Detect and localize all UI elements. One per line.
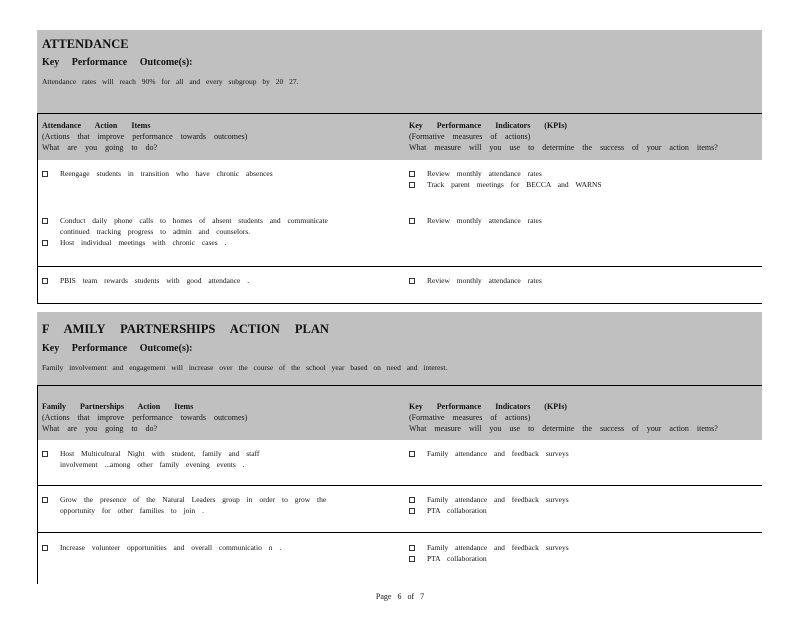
bullet-box-icon	[409, 171, 415, 177]
list-item-text: Grow the presence of the Natural Leaders group in order to grow the	[60, 495, 327, 504]
table-row-left	[42, 448, 259, 470]
family-right-header-title: Key Performance Indicators (KPIs)	[409, 402, 567, 411]
list-item-continuation: involvement ...among other family evening events .	[60, 460, 245, 469]
family-right-header	[409, 401, 718, 434]
table-row-right	[409, 542, 569, 564]
list-item	[42, 168, 273, 179]
table-row-right	[409, 448, 569, 459]
list-item	[409, 179, 602, 190]
list-item-text: Host individual meetings with chronic cases .	[60, 238, 227, 247]
family-right-header-question: What measure will you use to determine the success of your action items?	[409, 424, 718, 433]
list-item	[42, 448, 259, 470]
list-item-text: Family attendance and feedback surveys	[427, 495, 569, 504]
table-row-left	[42, 494, 326, 516]
attendance-left-header	[42, 120, 247, 153]
list-item	[409, 494, 569, 505]
bullet-box-icon	[409, 508, 415, 514]
table-row-right	[409, 215, 542, 226]
list-item-text: Review monthly attendance rates	[427, 276, 542, 285]
list-item-text: PBIS team rewards students with good attendance .	[60, 276, 250, 285]
list-item-text: Reengage students in transition who have chronic absences	[60, 169, 273, 178]
bullet-box-icon	[409, 182, 415, 188]
family-left-header-question: What are you going to do?	[42, 424, 158, 433]
family-section	[37, 312, 762, 584]
list-item	[409, 168, 602, 179]
bullet-box-icon	[409, 278, 415, 284]
bullet-box-icon	[409, 218, 415, 224]
bullet-box-icon	[42, 497, 48, 503]
attendance-left-header-title: Attendance Action Items	[42, 121, 151, 130]
table-row-left	[42, 542, 281, 553]
list-item-text: Track parent meetings for BECCA and WARNS	[427, 180, 602, 189]
list-item	[409, 553, 569, 564]
list-item	[42, 494, 326, 516]
list-item	[409, 275, 542, 286]
list-item	[409, 542, 569, 553]
attendance-outcome-band	[37, 30, 762, 113]
bullet-box-icon	[409, 556, 415, 562]
section-left-border	[37, 386, 38, 584]
bullet-box-icon	[409, 451, 415, 457]
family-title: F AMILY PARTNERSHIPS ACTION PLAN	[42, 322, 329, 336]
attendance-title: ATTENDANCE	[42, 37, 129, 51]
attendance-left-header-question: What are you going to do?	[42, 143, 158, 152]
list-item	[409, 505, 569, 516]
attendance-right-header-title: Key Performance Indicators (KPIs)	[409, 121, 567, 130]
family-right-header-subtitle: (Formative measures of actions)	[409, 413, 531, 422]
attendance-right-header-question: What measure will you use to determine the success of your action items?	[409, 143, 718, 152]
row-divider	[37, 485, 762, 486]
row-divider	[37, 532, 762, 533]
section-left-border	[37, 114, 38, 304]
table-row-left	[42, 215, 328, 248]
bullet-box-icon	[409, 497, 415, 503]
list-item-text: Family attendance and feedback surveys	[427, 543, 569, 552]
list-item-text: Review monthly attendance rates	[427, 216, 542, 225]
list-item	[42, 275, 249, 286]
bullet-box-icon	[42, 278, 48, 284]
table-row-left	[42, 275, 249, 286]
list-item-continuation: continued tracking progress to admin and counselors.	[60, 227, 251, 236]
bullet-box-icon	[42, 240, 48, 246]
row-divider	[37, 201, 762, 202]
bullet-box-icon	[409, 545, 415, 551]
attendance-kpo-label: Key Performance Outcome(s):	[42, 57, 193, 68]
attendance-right-header-subtitle: (Formative measures of actions)	[409, 132, 531, 141]
list-item-continuation: opportunity for other families to join .	[60, 506, 204, 515]
bullet-box-icon	[42, 171, 48, 177]
attendance-left-header-subtitle: (Actions that improve performance towards outcomes)	[42, 132, 248, 141]
list-item	[409, 448, 569, 459]
page-number: Page 6 of 7	[375, 592, 425, 601]
list-item	[42, 542, 281, 553]
table-row-right	[409, 494, 569, 516]
list-item	[42, 237, 328, 248]
bullet-box-icon	[42, 545, 48, 551]
attendance-right-header	[409, 120, 718, 153]
bullet-box-icon	[42, 218, 48, 224]
list-item-text: Family attendance and feedback surveys	[427, 449, 569, 458]
family-left-header-title: Family Partnerships Action Items	[42, 402, 194, 411]
table-row-left	[42, 168, 273, 179]
family-left-header-subtitle: (Actions that improve performance towards outcomes)	[42, 413, 248, 422]
section-bottom-border	[37, 303, 762, 304]
attendance-kpo-text: Attendance rates will reach 90% for all and every subgroup by 20 27.	[42, 77, 299, 86]
family-kpo-label: Key Performance Outcome(s):	[42, 343, 193, 354]
family-kpo-text: Family involvement and engagement will increase over the course of the school year based on need and interest.	[42, 363, 448, 372]
row-divider	[37, 266, 762, 267]
list-item-text: PTA collaboration	[427, 554, 487, 563]
list-item	[409, 215, 542, 226]
table-row-right	[409, 275, 542, 286]
list-item-text: Host Multicultural Night with student, family and staff	[60, 449, 260, 458]
list-item-text: PTA collaboration	[427, 506, 487, 515]
list-item	[42, 215, 328, 237]
list-item-text: Conduct daily phone calls to homes of absent students and communicate	[60, 216, 328, 225]
table-row-right	[409, 168, 602, 190]
list-item-text: Review monthly attendance rates	[427, 169, 542, 178]
list-item-text: Increase volunteer opportunities and overall communicatio n .	[60, 543, 282, 552]
attendance-section	[37, 30, 762, 304]
family-left-header	[42, 401, 247, 434]
bullet-box-icon	[42, 451, 48, 457]
